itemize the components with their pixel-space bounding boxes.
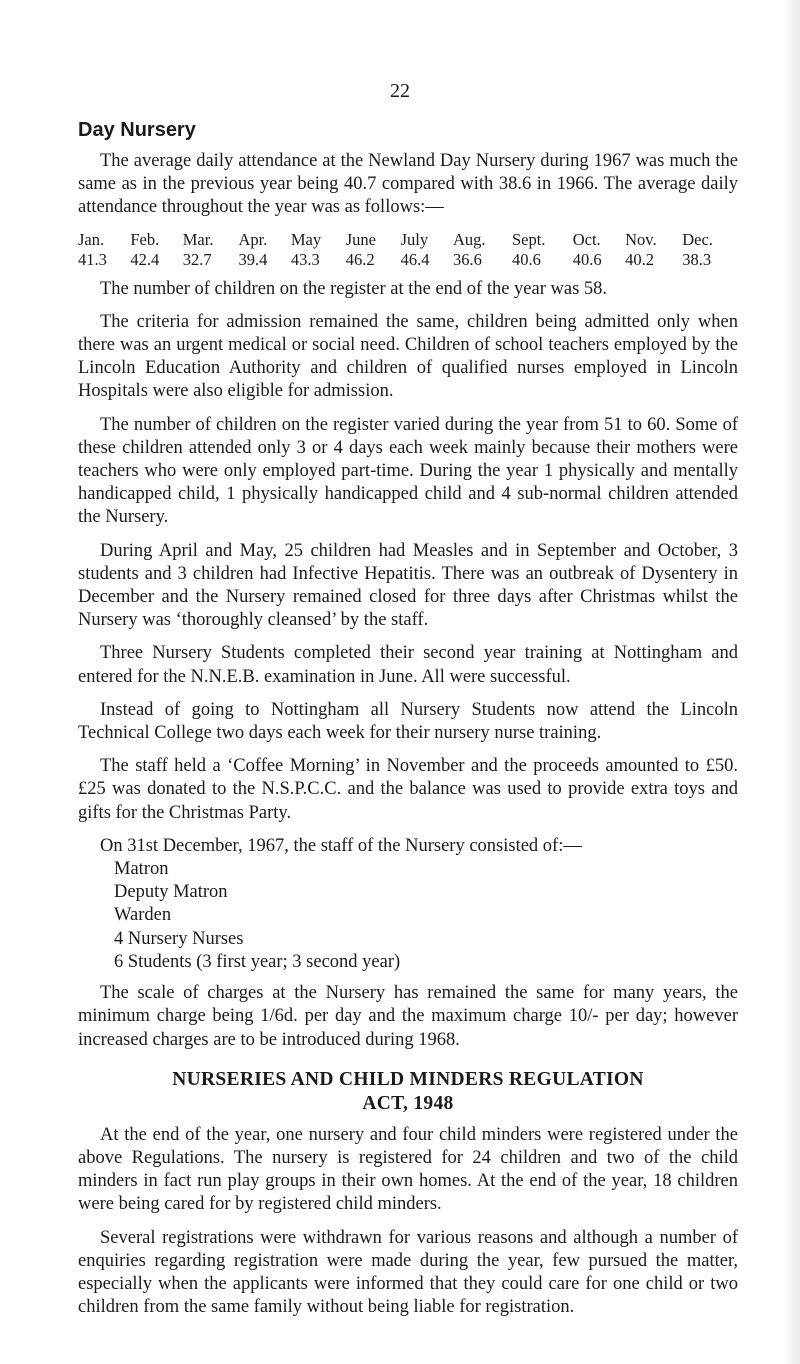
charges-paragraph: The scale of charges at the Nursery has remained the same for many years, the minimum charge being 1/6d. per day and the maximum charge 10/- per day; however increased charges are to be introduced during 1968.: [78, 983, 738, 1050]
page-number: 22: [390, 80, 410, 102]
month-cell: Aug.: [452, 229, 486, 249]
staff-intro-paragraph: On 31st December, 1967, the staff of the Nursery consisted of:—: [100, 835, 582, 856]
page-content: [78, 118, 738, 1329]
regulation-title-line-1: NURSERIES AND CHILD MINDERS REGULATION: [172, 1068, 644, 1090]
college-paragraph: Instead of going to Nottingham all Nursery Students now attend the Lincoln Technical College two days each week for their nursery nurse training.: [78, 699, 738, 744]
illness-paragraph: During April and May, 25 children had Measles and in September and October, 3 students and 3 children had Infective Hepatitis. There was an outbreak of Dysentery in December and the Nursery remained closed for three days after Christmas whilst the Nursery was ‘thoroughly cleansed’ by the staff.: [78, 540, 738, 631]
month-cell: Feb.: [130, 229, 160, 249]
value-cell: 39.4: [238, 249, 268, 269]
staff-item: Deputy Matron: [114, 882, 228, 903]
staff-item: Matron: [114, 859, 169, 880]
staff-item: Warden: [114, 905, 172, 926]
attendance-months-row: [78, 230, 738, 250]
withdrawals-paragraph: Several registrations were withdrawn for various reasons and although a number of enquiries regarding registration were made during the year, few pursued the matter, especially when the applicants were informed that they could care for one child or two children from the same family without being liable for registration.: [78, 1227, 738, 1318]
value-cell: 41.3: [78, 249, 107, 269]
month-cell: May: [290, 229, 322, 249]
attendance-table: [78, 230, 738, 270]
value-cell: 38.3: [682, 249, 712, 269]
staff-item: 6 Students (3 first year; 3 second year): [114, 951, 401, 972]
value-cell: 40.6: [572, 249, 602, 269]
value-cell: 40.6: [512, 249, 541, 269]
register-variation-paragraph: The number of children on the register varied during the year from 51 to 60. Some of these children attended only 3 or 4 days each week mainly because their mothers were teachers who were only employed part-time. During the year 1 physically and mentally handicapped child, 1 physically handicapped child and 4 sub-normal children attended the Nursery.: [78, 414, 738, 528]
month-cell: Jan.: [78, 229, 105, 249]
month-cell: Oct.: [572, 229, 601, 249]
month-cell: Sept.: [512, 229, 546, 249]
month-cell: Mar.: [182, 229, 214, 249]
page-edge-shadow: [782, 0, 800, 1364]
value-cell: 43.3: [290, 249, 320, 269]
month-cell: July: [400, 229, 429, 249]
staff-item: 4 Nursery Nurses: [114, 928, 244, 949]
staff-list: [78, 858, 738, 974]
month-cell: Dec.: [682, 229, 713, 249]
coffee-morning-paragraph: The staff held a ‘Coffee Morning’ in November and the proceeds amounted to £50. £25 was donated to the N.S.P.C.C. and the balance was used to provide extra toys and gifts for the Christmas Party.: [78, 756, 738, 823]
attendance-values-row: [78, 250, 738, 270]
value-cell: 42.4: [130, 249, 160, 269]
value-cell: 46.2: [345, 249, 375, 269]
value-cell: 40.2: [625, 249, 654, 269]
regulation-title-line-2: ACT, 1948: [362, 1092, 454, 1114]
value-cell: 32.7: [182, 249, 212, 269]
students-paragraph: Three Nursery Students completed their second year training at Nottingham and entered for the N.N.E.B. examination in June. All were successful.: [78, 643, 738, 687]
month-cell: Nov.: [625, 229, 657, 249]
register-paragraph: The number of children on the register at the end of the year was 58.: [100, 278, 608, 299]
regulation-section-title: [78, 1068, 738, 1116]
month-cell: Apr.: [238, 229, 268, 249]
day-nursery-heading: Day Nursery: [78, 119, 196, 141]
admission-paragraph: The criteria for admission remained the same, children being admitted only when there was an urgent medical or social need. Children of school teachers employed by the Lincoln Education Authority and children of qualified nurses employed in Lincoln Hospitals were also eligible for admission.: [78, 311, 738, 402]
registration-paragraph: At the end of the year, one nursery and four child minders were registered under the above Regulations. The nursery is registered for 24 children and two of the child minders in fact run play groups in their own homes. At the end of the year, 18 children were being cared for by registered child minders.: [78, 1124, 738, 1215]
value-cell: 36.6: [452, 249, 482, 269]
value-cell: 46.4: [400, 249, 430, 269]
intro-paragraph: The average daily attendance at the Newland Day Nursery during 1967 was much the same as in the previous year being 40.7 compared with 38.6 in 1966. The average daily attendance throughout the year was as follows:—: [78, 151, 738, 218]
month-cell: June: [345, 229, 376, 249]
